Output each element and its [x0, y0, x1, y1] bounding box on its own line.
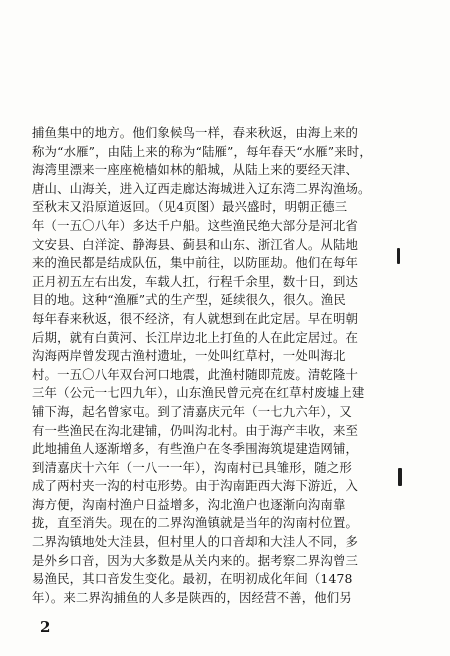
text-line: 称为“水雁”，由陆上来的称为“陆雁”，每年春天“水雁”来时， — [32, 143, 372, 159]
text-line: 铺下海，起名曾家屯。到了清嘉庆元年（一七九六年），又 — [32, 403, 352, 419]
text-line: 到清嘉庆十六年（一八一一年），沟南村已具雏形，随之形 — [32, 459, 352, 475]
text-line: 拢，直至消失。现在的二界沟渔镇就是当年的沟南村位置。 — [32, 515, 359, 531]
text-line: 海湾里漂来一座座桅樯如林的船城，从陆上来的要经天津、 — [32, 162, 359, 178]
text-line: 成了两村夹一沟的村屯形势。由于沟南距西大海下游近，入 — [32, 478, 359, 494]
text-line: 正月初五左右出发，车载人扛，行程千余里，数十日，到达 — [32, 273, 359, 289]
text-line: 至秋末又沿原道返回。（见4页图）最兴盛时，明朝正德三 — [32, 199, 348, 215]
text-line: 三年（公元一七四九年），山东渔民曾元亮在红草村废墟上建 — [32, 385, 365, 401]
text-line: 文安县、白洋淀、静海县、蓟县和山东、浙江省人。从陆地 — [32, 236, 359, 252]
text-line: 年（一五〇八年）多达千户船。这些渔民绝大部分是河北省 — [32, 217, 359, 233]
body-text — [32, 124, 388, 607]
text-line: 每年春来秋返，很不经济，有人就想到在此定居。早在明朝 — [32, 310, 359, 326]
text-line: 此地捕鱼人逐渐增多，有些渔户在冬季围海筑堤建造网铺， — [32, 441, 359, 457]
text-line: 是外乡口音，因为大多数是从关内来的。据考察二界沟曾三 — [32, 552, 359, 568]
text-line: 有一些渔民在沟北建铺，仍叫沟北村。由于海产丰收，来至 — [32, 422, 359, 438]
text-line: 易渔民，其口音发生变化。最初，在明初成化年间（1478 — [32, 571, 353, 587]
text-line: 目的地。这种“渔雁”式的生产型，延续很久，很久。渔民 — [32, 292, 346, 308]
margin-ink-mark — [398, 468, 402, 486]
page-number: 2 — [40, 618, 51, 636]
text-line: 来的渔民都是结成队伍，集中前往，以防匪劫。他们在每年 — [32, 255, 359, 271]
text-line: 年）。来二界沟捕鱼的人多是陕西的，因经营不善，他们另 — [32, 589, 352, 605]
text-line: 海方便，沟南村渔户日益增多，沟北渔户也逐渐向沟南靠 — [32, 496, 346, 512]
text-line: 二界沟镇地处大洼县，但村里人的口音却和大洼人不同，多 — [32, 534, 359, 550]
text-line: 沟海两岸曾发现古渔村遗址，一处叫红草村，一处叫海北 — [32, 348, 346, 364]
text-line: 村。一五〇八年双台河口地震，此渔村随即荒废。清乾隆十 — [32, 366, 359, 382]
text-line: 捕鱼集中的地方。他们象候鸟一样，春来秋返，由海上来的 — [32, 125, 359, 140]
text-line: 后期，就有白黄河、长江岸边北上打鱼的人在此定居过。在 — [32, 329, 359, 345]
text-line: 唐山、山海关，进入辽西走廊达海城进入辽东湾二界沟渔场。 — [32, 180, 371, 196]
margin-ink-mark — [397, 248, 400, 264]
